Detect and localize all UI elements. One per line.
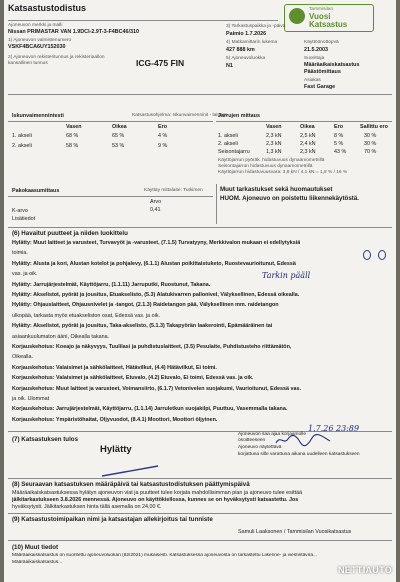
handwritten-signature-scribble: [274, 433, 334, 447]
signer-name: Samuli Laaksonen / Tammisilan Vuosikatsastus: [238, 529, 352, 535]
result-side-4: korjattuna sille varattuna aikana uudelleen katsastukseen: [238, 452, 360, 457]
next-inspection-line-3: hyväksytysti. Jälkitarkastuksen hinta tällä asemalla on 24,00 €.: [12, 504, 162, 510]
defect-line: Korjauskehotus: Koeajo ja näkyvyys, Tuulilasi ja puhdistuslaitteet, (3.5) Pesulaite, Puhdistusteho riittämätön,: [12, 344, 292, 350]
customer-value: Fast Garage: [304, 84, 336, 90]
defect-line: Korjauskehotus: Valaisimet ja sähkölaitteet, Etuvalo, (4.2) Etuvalo, Ei toimi, Edessä vas. ja oik.: [12, 375, 254, 382]
defect-line: Hylätty: Alusta ja kori, Alustan kotelot ja pohjalevy, (6.1.1) Alustan poikittaistuketo, Ruostevaurioitunut, Edessä: [12, 260, 296, 267]
vin-label: 1) Ajoneuvon valmistenumero: [8, 38, 72, 43]
result-side-2: osoitteeseen: [238, 438, 266, 443]
orderer-label: Suorittaja: [304, 56, 325, 61]
first-use-label: Käyttöönottopvä: [304, 40, 339, 45]
brakes-title: Jarrujen mittaus: [218, 113, 260, 119]
next-inspection-title: (8) Seuraavan katsastuksen määräpäivä tai katsastustodistuksen päättymispäivä: [12, 481, 250, 488]
odometer-label: 4) Matkamittarin lukema: [226, 40, 278, 45]
watermark: NETTIAUTO: [338, 565, 393, 575]
company-logo: [284, 4, 374, 32]
defect-line: Korjauskehotus: Jarrujärjestelmät, Käyttöjarru, (1.1.14) Jarruletkun suojakilpi, Puuttuu, Vasemmalla takana.: [12, 406, 288, 413]
defect-line: Korjauskehotus: Muut laitteet ja varusteet, Voimansiirto, (6.1.7) Vetonivelen suojakumi, Vaurioitunut, Edessä vas.: [12, 385, 301, 392]
reg-label: 2) Ajoneuvon rekisteritunnus ja rekisteriaallon kansallinen tunnus: [8, 55, 105, 66]
emission-k-label: K-arvo: [12, 208, 28, 214]
emission-rule: [8, 196, 213, 197]
brake-row-1-allowed: 30 %: [364, 133, 377, 139]
emission-extra-label: Lisätiedot: [12, 216, 36, 222]
shock-row-2-diff: 9 %: [158, 143, 168, 149]
remarks-text: HUOM. Ajoneuvo on poistettu liikennekäytöstä.: [220, 195, 360, 202]
shock-rule: [8, 121, 213, 122]
result-label: (7) Katsastuksen tulos: [12, 436, 79, 443]
brake-row-3-diff: 43 %: [334, 149, 347, 155]
document-title: Katsastustodistus: [8, 3, 87, 13]
signer-title: (9) Katsastustoimipaikan nimi ja katsastajan allekirjoitus tai tunniste: [12, 516, 213, 523]
make-value: Nissan PRIMASTAR VAN 1.9DCI-2.9T-3-F4BC46/310: [8, 29, 140, 35]
defect-line: Hylätty: Akselistot, pyörät ja jousitus, Taka-akselisto, (5.1.3) Takapyörän laakerointi, Epämääräinen tai: [12, 323, 273, 330]
defect-line: Hylätty: Ohjauslaitteet, Ohjausnivelet ja -tangot, (2.1.3) Raidetangon pää, Välyksellinen mm. raidetangon: [12, 302, 279, 309]
brake-row-1-axle: 1. akseli: [218, 133, 238, 139]
logo-checkmark-icon: [289, 8, 305, 24]
brakes-col-right: Oikea: [300, 124, 315, 130]
defect-line: toimia.: [12, 250, 28, 257]
shock-row-1-axle: 1. akseli: [12, 133, 32, 139]
brake-row-3-left: 1,3 kN: [266, 149, 282, 155]
inspection-certificate: [4, 0, 396, 582]
other-line-1: Määräaikaiskatsastus on suoritettu ajoneuvoluokan (82/2021) mukaisesti. Katsastuksessa ajoneuvosta on tarkastettu Liikenne- ja viestintävira...: [12, 553, 318, 558]
remarks-divider: [216, 184, 217, 224]
defect-line: ja oik. Ulommat: [12, 396, 50, 402]
emission-col-value: Arvo: [150, 199, 162, 205]
orderer-value: Määräaikaiskatsastus: [304, 62, 360, 68]
orderer-value-2: Päästömittaus: [304, 69, 341, 75]
defect-line: Oikealla.: [12, 354, 33, 361]
emission-subtitle: Käyttäy mittalaite: Tutkimen: [144, 188, 203, 193]
shock-row-1-diff: 4 %: [158, 133, 168, 139]
brakes-rule: [216, 121, 392, 122]
defect-line: Korjauskehotus: Ympäristöhaitat, Öljyvuodot, (8.4.1) Moottori, Moottori öljyinen.: [12, 416, 218, 423]
next-label: 3) Tarkastuspaikka ja -päivä: [226, 24, 286, 29]
brake-row-2-left: 2,3 kN: [266, 141, 282, 147]
other-line-2: Määräaikaiskatsastus...: [12, 560, 63, 565]
logo-small-text: Tammisilan: [309, 7, 333, 12]
odometer-value: 427 888 km: [226, 47, 255, 53]
signer-rule: [8, 513, 392, 514]
brakes-note-1: Käyttöjarrun pyöräk. hidastuvuus dynaamometrillä: [218, 158, 325, 163]
brake-row-3-axle: Seisontajarru: [218, 149, 250, 155]
brakes-note-2: Seisontajarrun hidastuvuus dynaamometrillä: [218, 164, 313, 169]
defect-line: vas. ja oik.: [12, 271, 38, 278]
brake-row-1-diff: 8 %: [334, 133, 344, 139]
class-label: 5) Ajoneuvoluokka: [226, 56, 266, 61]
handwritten-date: 1.7.26 23:89: [308, 424, 360, 433]
shock-col-right: Oikea: [112, 124, 127, 130]
ink-circle-mark-2: [378, 250, 386, 260]
ink-circle-mark: [363, 250, 371, 260]
signature-stroke: [100, 464, 160, 478]
shock-title: Iskunvaimennintesti: [12, 113, 64, 119]
defect-line: Hylätty: Akselistot, pyörät ja jousitus, Etuakselisto, (5.3) Alatukivarren palloniveI, Välyksellinen, Edessä oikealla.: [12, 292, 300, 298]
emission-title: Pakokaasumittaus: [12, 188, 60, 194]
defects-top-rule: [8, 227, 392, 228]
next-inspection-line-1: Määräaikaiskatsastuksessa hylätyn ajoneuvon viat ja puutteet tulee korjata mahdollisimman pian ja ajoneuvo tulee esittää: [12, 490, 303, 496]
brakes-col-diff: Ero: [334, 124, 343, 130]
brake-row-2-right: 2,4 kN: [300, 141, 316, 147]
shock-col-left: Vasen: [66, 124, 82, 130]
class-value: N1: [226, 63, 233, 69]
shock-row-2-axle: 2. akseli: [12, 143, 32, 149]
brakes-note-3: Käyttöjarrun hidastuvuusvara: 3,8 kN / 4,1 kN = 1,8 % / 16 %: [218, 170, 348, 175]
defect-line: ulkopää, tarkasta myös etuakseliston osat, Edessä vas. ja oik.: [12, 312, 161, 319]
shock-row-1-left: 68 %: [66, 133, 79, 139]
next-value: Paimio 1.7.2026: [226, 31, 267, 37]
reg-value: ICG-475 FIN: [136, 58, 185, 68]
defects-title: (6) Havaitut puutteet ja niiden luokittelu: [12, 230, 128, 237]
defect-line: Hylätty: Jarrujärjestelmät, Käyttöjarru, (1.1.11) Jarruputki, Ruostunut, Takana.: [12, 281, 211, 288]
logo-brand-bottom: Katsastus: [309, 20, 348, 29]
result-side-3: Ajoneuvo näytettävä: [238, 445, 282, 450]
defect-line: Korjauskehotus: Valaisimet ja sähkölaitteet, Hätävilkut, (4.4) Hätävilkut, Ei toimi.: [12, 364, 217, 371]
brake-row-3-allowed: 70 %: [364, 149, 377, 155]
first-use-value: 21.5.2003: [304, 47, 328, 53]
logo-brand-top: Vuosi: [309, 12, 331, 21]
vehicle-rule: [8, 94, 392, 95]
brakes-col-left: Vasen: [266, 124, 282, 130]
make-label: Ajoneuvon merkki ja malli: [8, 23, 63, 28]
result-value: Hylätty: [100, 444, 132, 455]
next-inspection-line-2: jälkitarkastukseen 3.8.2026 mennessä. Ajoneuvo on käyttökiellossa, kunnes se on hyväksytysti katsastettu. Jos: [12, 497, 299, 503]
brake-row-2-axle: 2. akseli: [218, 141, 238, 147]
shock-subtitle: Katsastusohjelma: Iskunvaimenninit - laitteet: [132, 113, 227, 118]
brakes-col-allowed: Sallittu ero: [360, 124, 388, 130]
remarks-title: Muut tarkastukset sekä huomautukset: [220, 186, 333, 193]
customer-label: Asiakas: [304, 78, 321, 83]
shock-col-diff: Ero: [158, 124, 167, 130]
brake-row-2-diff: 5 %: [334, 141, 344, 147]
other-title: (10) Muut tiedot: [12, 544, 59, 551]
shock-row-2-left: 58 %: [66, 143, 79, 149]
shock-row-1-right: 65 %: [112, 133, 125, 139]
other-rule: [8, 540, 392, 541]
defect-line: Hylätty: Muut laitteet ja varusteet, Turvavyöt ja -varusteet, (7.1.5) Turvatyyny, Merkkivalon mukaan ei edellytyksiä: [12, 240, 301, 246]
brake-row-3-right: 2,3 kN: [300, 149, 316, 155]
brake-row-1-left: 2,3 kN: [266, 133, 282, 139]
vin-value: VSKF4BCA6UY152030: [8, 44, 66, 50]
defect-line: asiaankuulumaton ääni, Oikealla takana.: [12, 333, 110, 340]
handwritten-note: Tarkin pääll: [262, 271, 311, 280]
header-rule: [8, 20, 278, 21]
result-side-1: Ajoneuvon saa ajaa korjaamolle: [238, 432, 306, 437]
shock-row-2-right: 53 %: [112, 143, 125, 149]
brake-row-2-allowed: 30 %: [364, 141, 377, 147]
emission-k-value: 0,41: [150, 207, 161, 213]
next-inspection-rule: [8, 478, 392, 479]
brake-row-1-right: 2,5 kN: [300, 133, 316, 139]
